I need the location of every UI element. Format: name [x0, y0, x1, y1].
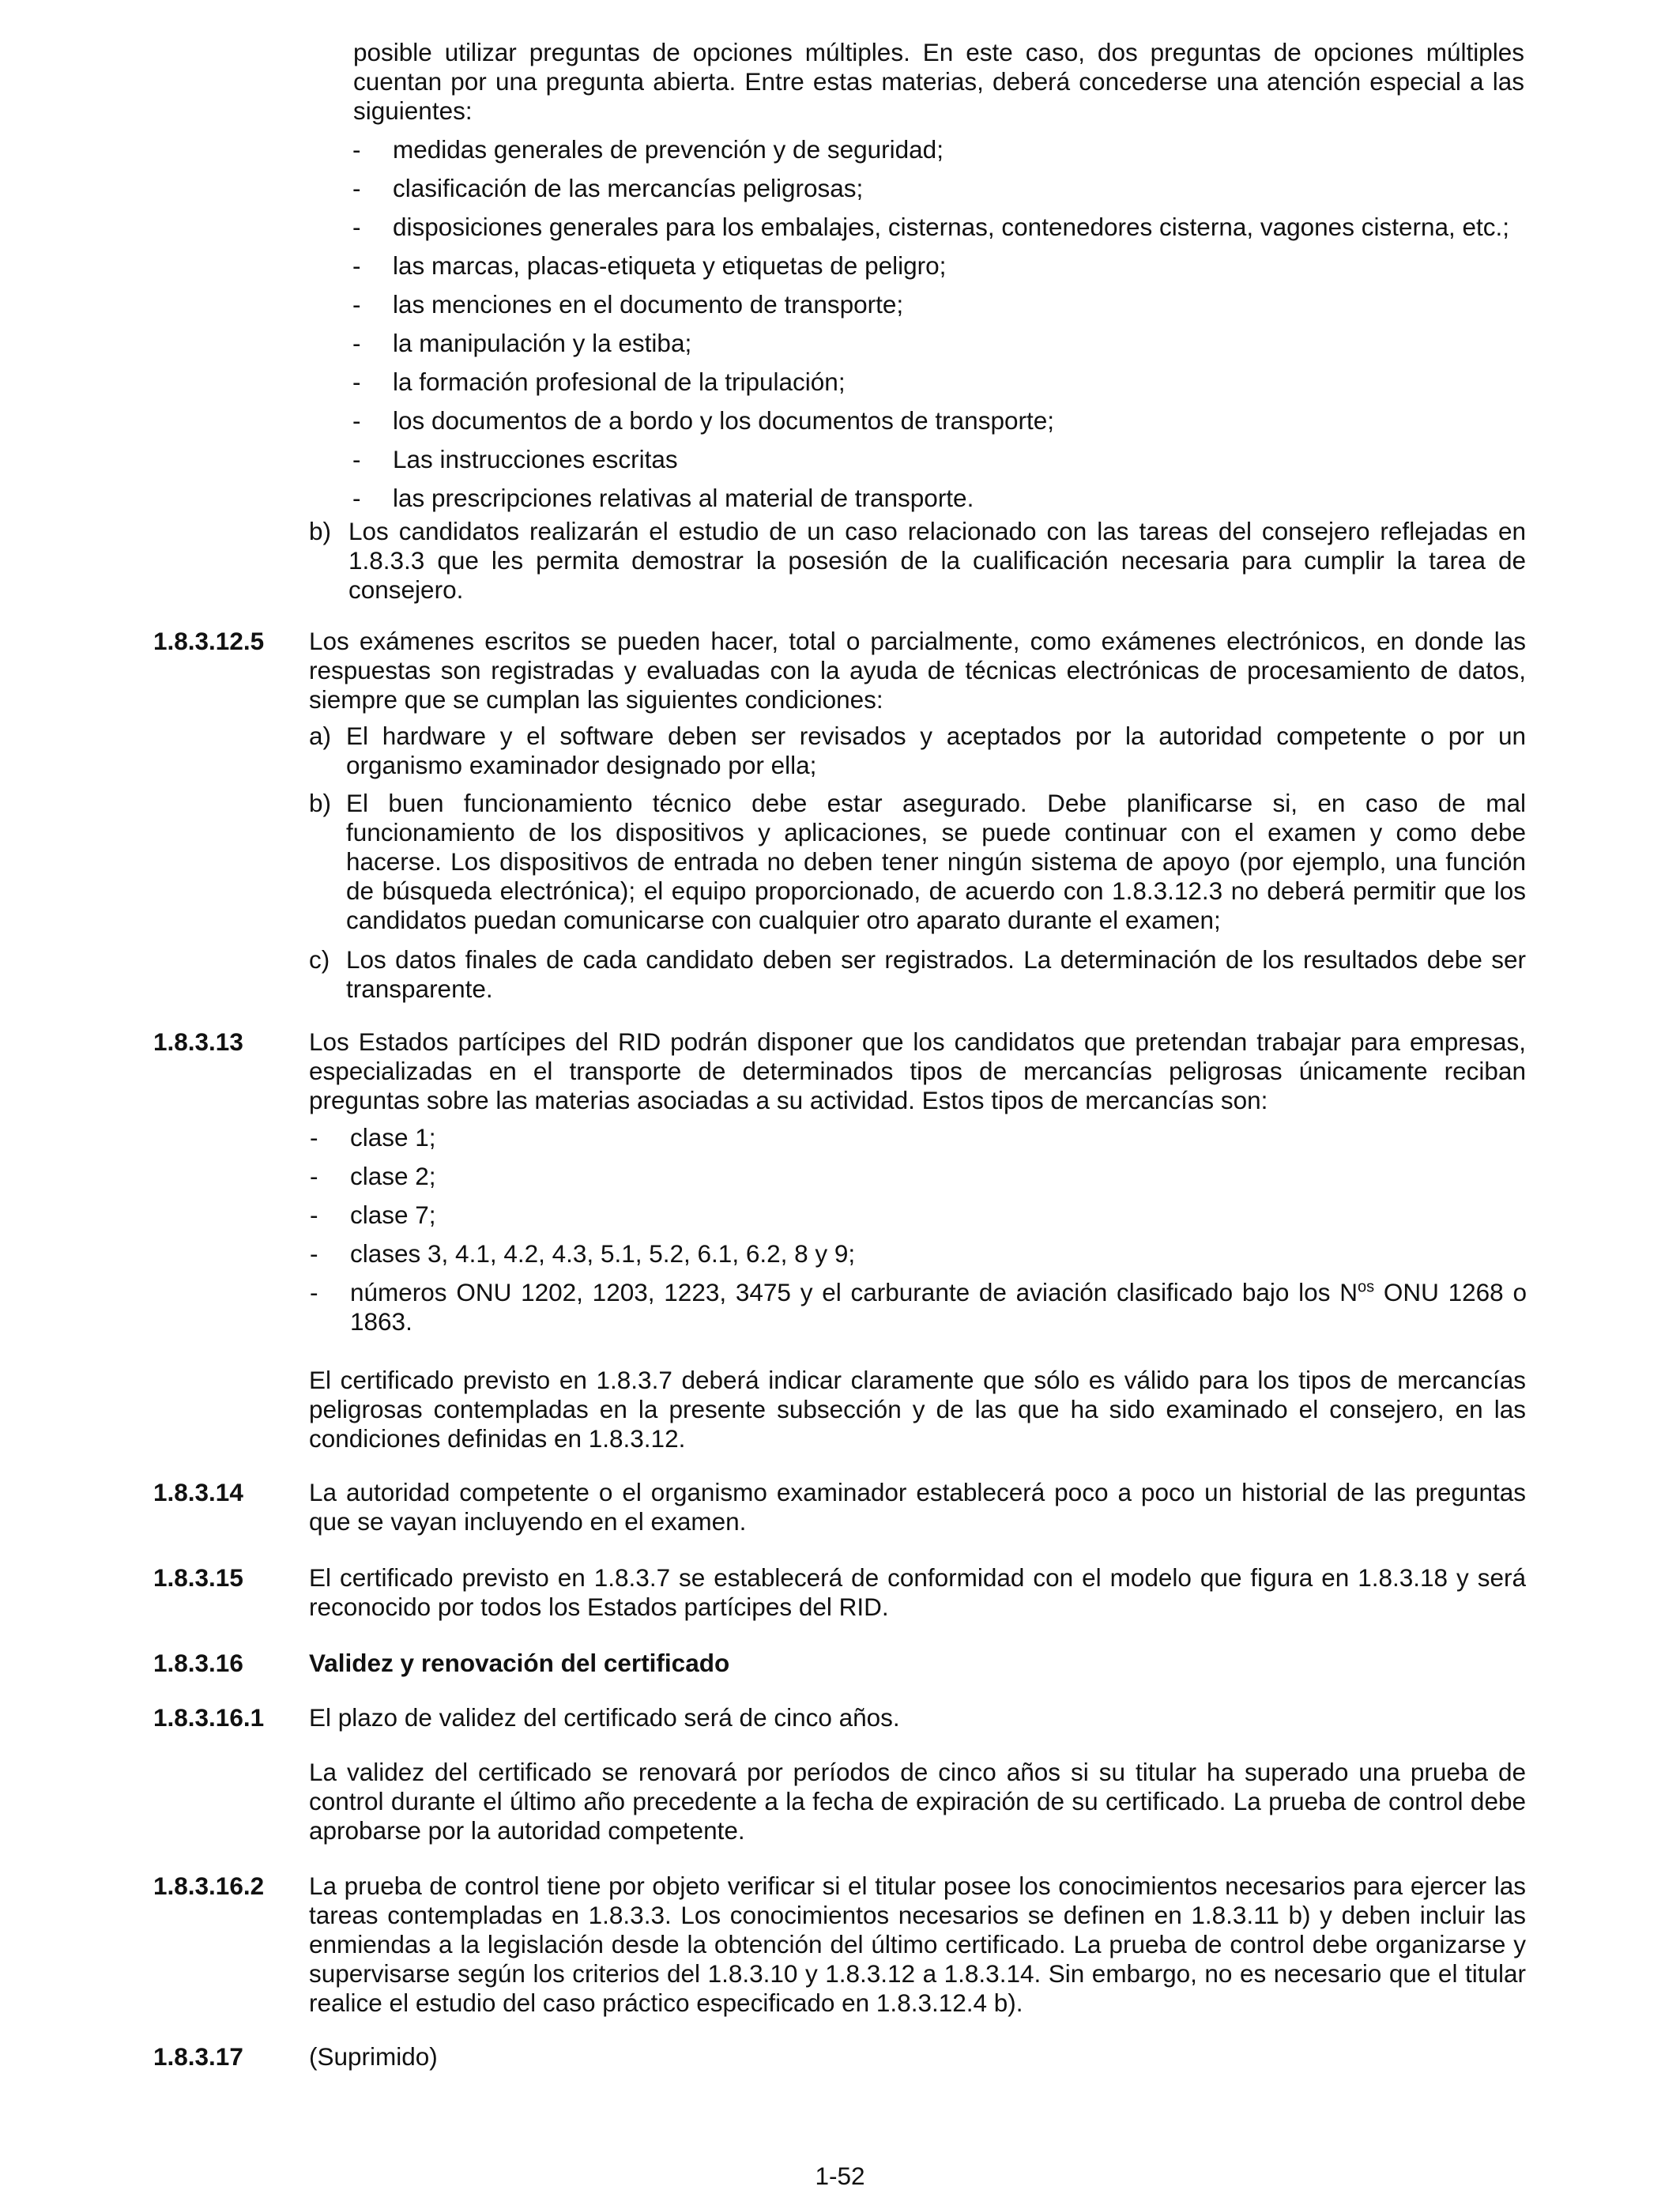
section-number: 1.8.3.14 — [153, 1478, 243, 1506]
list-item — [352, 445, 1538, 484]
dash-bullet: - — [352, 406, 361, 435]
section-closing-paragraph: El certificado previsto en 1.8.3.7 deberá indicar claramente que sólo es válido para los tipos de mercancías peligrosas contempladas en la presente subsección y de las que ha sido examinado el consejero, en las condiciones definidas en 1.8.3.12. — [309, 1366, 1526, 1453]
list-item — [352, 251, 1538, 290]
page-number: 1-52 — [815, 2162, 865, 2190]
section-text: (Suprimido) — [309, 2042, 438, 2071]
item-label: c) — [309, 945, 330, 974]
list-item-text: clasificación de las mercancías peligrosas; — [393, 174, 864, 202]
list-item-text: las prescripciones relativas al material de transporte. — [393, 484, 974, 512]
dash-bullet: - — [310, 1162, 318, 1190]
list-item-text: Las instrucciones escritas — [393, 445, 678, 473]
list-item-text: clase 7; — [350, 1201, 436, 1229]
section-number: 1.8.3.16 — [153, 1649, 243, 1677]
dash-bullet: - — [310, 1201, 318, 1229]
section-text: El plazo de validez del certificado será de cinco años. — [309, 1703, 900, 1732]
section-text: La autoridad competente o el organismo examinador establecerá poco a poco un historial de las preguntas que se vayan incluyendo en el examen. — [309, 1478, 1526, 1536]
item-text: El hardware y el software deben ser revisados y aceptados por la autoridad competente o por un organismo examinador designado por ella; — [346, 722, 1526, 779]
item-text: El buen funcionamiento técnico debe estar asegurado. Debe planificarse si, en caso de mal funcionamiento de los dispositivos y aplicaciones, se puede continuar con el examen y como debe hacerse. Los dispositivos de entrada no deben tener ningún sistema de apoyo (por ejemplo, una función de búsqueda electrónica); el equipo proporcionado, de acuerdo con 1.8.3.12.3 no deberá permitir que los candidatos puedan comunicarse con cualquier otro aparato durante el examen; — [346, 789, 1526, 934]
section-text: La prueba de control tiene por objeto verificar si el titular posee los conocimientos necesarios para ejercer las tareas contempladas en 1.8.3.3. Los conocimientos necesarios se definen en 1.8.3.11 b) y deben incluir las enmiendas a la legislación desde la obtención del último certificado. La prueba de control debe organizarse y supervisarse según los criterios del 1.8.3.10 y 1.8.3.12 a 1.8.3.14. Sin embargo, no es necesario que el titular realice el estudio del caso práctico especificado en 1.8.3.12.4 b). — [309, 1872, 1526, 2017]
superscript-os: os — [1357, 1278, 1375, 1296]
dash-bullet: - — [352, 445, 361, 473]
section-number: 1.8.3.13 — [153, 1027, 243, 1056]
list-item-text: clases 3, 4.1, 4.2, 4.3, 5.1, 5.2, 6.1, 6.2, 8 y 9; — [350, 1239, 856, 1268]
materias-list — [352, 135, 1538, 522]
list-item-text: disposiciones generales para los embalajes, cisternas, contenedores cisterna, vagones cisterna, etc.; — [393, 213, 1510, 241]
list-item-text — [350, 1278, 1527, 1336]
list-item — [352, 213, 1538, 251]
section-number: 1.8.3.16.2 — [153, 1872, 265, 1900]
list-item — [310, 1123, 1527, 1162]
list-item-text: los documentos de a bordo y los documentos de transporte; — [393, 406, 1054, 435]
list-item — [352, 290, 1538, 329]
section-number: 1.8.3.17 — [153, 2042, 243, 2071]
item-text: Los candidatos realizarán el estudio de un caso relacionado con las tareas del consejero reflejadas en 1.8.3.3 que les permita demostrar la posesión de la cualificación necesaria para cumplir la tarea de consejero. — [348, 517, 1526, 604]
section-text: El certificado previsto en 1.8.3.7 se establecerá de conformidad con el modelo que figura en 1.8.3.18 y será reconocido por todos los Estados partícipes del RID. — [309, 1563, 1526, 1621]
list-item — [352, 406, 1538, 445]
item-label: a) — [309, 722, 332, 750]
section-heading: Validez y renovación del certificado — [309, 1649, 730, 1677]
list-item — [352, 368, 1538, 406]
list-item — [352, 174, 1538, 213]
dash-bullet: - — [352, 368, 361, 396]
dash-bullet: - — [352, 213, 361, 241]
un-numbers-text-end: ONU 1268 o 1863. — [350, 1278, 1527, 1336]
dash-bullet: - — [352, 174, 361, 202]
list-item-text: clase 1; — [350, 1123, 436, 1152]
list-item-text: la manipulación y la estiba; — [393, 329, 692, 357]
list-item — [352, 329, 1538, 368]
dash-bullet: - — [352, 135, 361, 164]
dash-bullet: - — [310, 1123, 318, 1152]
list-item-text: las marcas, placas-etiqueta y etiquetas de peligro; — [393, 251, 947, 280]
list-item — [310, 1201, 1527, 1239]
section-number: 1.8.3.16.1 — [153, 1703, 265, 1732]
list-item — [310, 1162, 1527, 1201]
item-label: b) — [309, 789, 332, 817]
dash-bullet: - — [310, 1239, 318, 1268]
intro-paragraph: posible utilizar preguntas de opciones múltiples. En este caso, dos preguntas de opciones múltiples cuentan por una pregunta abierta. Entre estas materias, deberá concederse una atención especial a las siguientes: — [353, 38, 1524, 125]
dash-bullet: - — [352, 329, 361, 357]
section-number: 1.8.3.15 — [153, 1563, 243, 1592]
item-label: b) — [309, 517, 332, 545]
section-text: Los exámenes escritos se pueden hacer, total o parcialmente, como exámenes electrónicos, en donde las respuestas son registradas y evaluadas con la ayuda de técnicas electrónicas de procesamiento de datos, siempre que se cumplan las siguientes condiciones: — [309, 627, 1526, 714]
list-item-text: clase 2; — [350, 1162, 436, 1190]
list-item-text: la formación profesional de la tripulación; — [393, 368, 846, 396]
dash-bullet: - — [352, 484, 361, 512]
dash-bullet: - — [352, 251, 361, 280]
mercancias-list — [310, 1123, 1527, 1278]
list-item — [352, 135, 1538, 174]
list-item-text: medidas generales de prevención y de seguridad; — [393, 135, 944, 164]
section-number: 1.8.3.12.5 — [153, 627, 265, 655]
section-paragraph: La validez del certificado se renovará por períodos de cinco años si su titular ha superado una prueba de control durante el último año precedente a la fecha de expiración de su certificado. La prueba de control debe aprobarse por la autoridad competente. — [309, 1758, 1526, 1845]
section-text: Los Estados partícipes del RID podrán disponer que los candidatos que pretendan trabajar para empresas, especializadas en el transporte de determinados tipos de mercancías peligrosas únicamente reciban preguntas sobre las materias asociadas a su actividad. Estos tipos de mercancías son: — [309, 1027, 1526, 1114]
item-text: Los datos finales de cada candidato deben ser registrados. La determinación de los resultados debe ser transparente. — [346, 945, 1526, 1003]
list-item — [310, 1239, 1527, 1278]
un-numbers-text-start: números ONU 1202, 1203, 1223, 3475 y el carburante de aviación clasificado bajo los N — [350, 1278, 1358, 1306]
dash-bullet: - — [310, 1278, 318, 1306]
list-item-text: las menciones en el documento de transporte; — [393, 290, 904, 319]
dash-bullet: - — [352, 290, 361, 319]
